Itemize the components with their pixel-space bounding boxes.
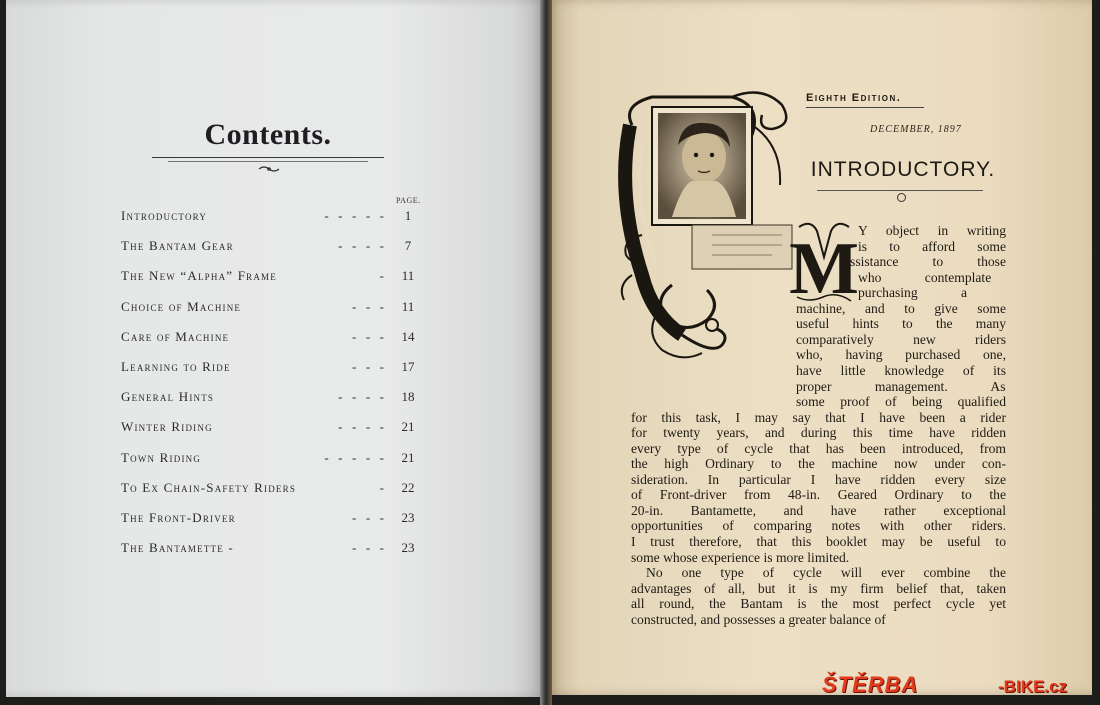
text-line: advantages of all, but it is my firm belief that, taken bbox=[631, 580, 1006, 596]
contents-entry-leader: - - - - - bbox=[324, 449, 385, 465]
contents-entry-title: Winter Riding bbox=[121, 419, 213, 435]
text-line: purchasing a bbox=[858, 285, 968, 301]
contents-entry bbox=[121, 480, 421, 500]
contents-entry-page: 11 bbox=[401, 268, 415, 284]
edition-rule bbox=[806, 107, 924, 108]
contents-entry-page: 1 bbox=[404, 208, 412, 223]
contents-entry-page: 21 bbox=[401, 419, 415, 435]
contents-entry-leader: - - - - bbox=[338, 419, 385, 435]
text-line: who, having purchased one, bbox=[796, 347, 1006, 363]
text-line: have little knowledge of its bbox=[796, 362, 1006, 378]
contents-entry-leader: - - - - bbox=[338, 238, 385, 254]
text-line: machine, and to give some bbox=[796, 300, 1006, 316]
page-column-label: PAGE. bbox=[396, 196, 421, 205]
contents-entry-title: The Bantam Gear bbox=[121, 238, 234, 254]
contents-entry-title: Introductory bbox=[121, 208, 208, 223]
contents-entry bbox=[121, 389, 421, 409]
contents-entry bbox=[121, 238, 421, 258]
contents-entry-title: Learning to Ride bbox=[121, 359, 231, 374]
contents-entry-leader: - - - - - bbox=[324, 208, 385, 223]
contents-entry-title: Town Riding bbox=[121, 449, 202, 465]
watermark-domain: -BIKE.cz bbox=[998, 677, 1067, 696]
contents-entry-page: 11 bbox=[401, 298, 415, 314]
contents-entry bbox=[121, 540, 421, 560]
title-rule-thin bbox=[168, 161, 368, 162]
text-line: is to afford some bbox=[858, 238, 1006, 254]
text-line: I trust therefore, that this booklet may be useful to bbox=[631, 534, 1006, 549]
contents-entry-leader: - - - bbox=[352, 328, 385, 344]
contents-entry bbox=[121, 510, 421, 530]
contents-entry bbox=[121, 419, 421, 439]
contents-entry-page: 22 bbox=[401, 479, 415, 495]
text-line: for this task, I may say that I have been a rider bbox=[631, 409, 1006, 425]
contents-entry-leader: - bbox=[379, 268, 385, 284]
contents-entry-leader: - bbox=[379, 479, 385, 495]
watermark-brand: ŠTĚRBA bbox=[822, 672, 919, 697]
contents-entry bbox=[121, 359, 421, 379]
flourish-icon bbox=[258, 164, 280, 174]
text-line: the high Ordinary to the machine now under con- bbox=[631, 456, 1006, 472]
text-line: opportunities of comparing notes with other riders. bbox=[631, 518, 1006, 534]
contents-entry-page: 17 bbox=[401, 359, 415, 374]
text-line: proper management. As bbox=[796, 378, 1006, 394]
contents-entry-page: 7 bbox=[404, 238, 412, 254]
text-line: sideration. In particular I have ridden every size bbox=[631, 471, 1006, 487]
contents-entry-leader: - - - bbox=[352, 510, 385, 525]
chapter-heading: INTRODUCTORY. bbox=[810, 158, 996, 181]
contents-entry-title: Care of Machine bbox=[121, 328, 230, 344]
contents-entry-title: The Bantamette - bbox=[121, 540, 234, 556]
contents-entry bbox=[121, 329, 421, 349]
contents-entry bbox=[121, 208, 421, 228]
contents-entry-page: 14 bbox=[401, 328, 415, 344]
contents-entry-page: 23 bbox=[401, 510, 415, 525]
heading-ornament bbox=[897, 193, 906, 202]
text-line: some whose experience is more limited. bbox=[631, 549, 850, 565]
book-gutter bbox=[540, 0, 552, 705]
title-rule bbox=[152, 157, 384, 158]
text-line: for twenty years, and during this time have ridden bbox=[631, 425, 1006, 441]
contents-entry-leader: - - - bbox=[352, 540, 385, 556]
edition-label: Eighth Edition. bbox=[806, 92, 902, 104]
contents-entry-title: Choice of Machine bbox=[121, 298, 242, 314]
contents-entry-title: General Hints bbox=[121, 389, 215, 405]
text-line: some proof of being qualified bbox=[796, 394, 1006, 410]
text-line: comparatively new riders bbox=[796, 331, 1006, 347]
contents-entry-title: To Ex Chain-Safety Riders bbox=[121, 479, 297, 495]
text-line: every type of cycle that has been introduced, from bbox=[631, 440, 1006, 456]
text-line: who contemplate bbox=[858, 269, 992, 285]
contents-entry bbox=[121, 299, 421, 319]
text-line: constructed, and possesses a greater balance of bbox=[631, 611, 886, 627]
text-line: assistance to those bbox=[844, 254, 1006, 270]
contents-entry-leader: - - - bbox=[352, 298, 385, 314]
text-line: No one type of cycle will ever combine the bbox=[646, 565, 1006, 581]
contents-entry bbox=[121, 268, 421, 288]
contents-entry-page: 23 bbox=[401, 540, 415, 556]
contents-entry-leader: - - - - bbox=[338, 389, 385, 405]
text-line: useful hints to the many bbox=[796, 316, 1006, 332]
text-line: all round, the Bantam is the most perfect cycle yet bbox=[631, 596, 1006, 612]
contents-title: Contents. bbox=[204, 118, 332, 151]
contents-entry bbox=[121, 450, 421, 470]
contents-entry-title: The Front-Driver bbox=[121, 510, 236, 525]
portrait-ornament-illustration bbox=[612, 85, 802, 375]
text-line: 20-in. Bantamette, and have rather exceptional bbox=[631, 502, 1006, 518]
contents-entry-page: 18 bbox=[401, 389, 415, 405]
text-line: Y object in writing bbox=[858, 223, 1006, 238]
date-label: DECEMBER, 1897 bbox=[870, 124, 962, 135]
contents-entry-page: 21 bbox=[401, 449, 415, 465]
heading-rule bbox=[817, 190, 983, 191]
text-line: of Front-driver from 48-in. Geared Ordinary to the bbox=[631, 487, 1006, 503]
drop-cap-letter: M bbox=[789, 228, 859, 310]
contents-entry-leader: - - - bbox=[352, 359, 385, 374]
contents-entry-title: The New “Alpha” Frame bbox=[121, 268, 277, 284]
